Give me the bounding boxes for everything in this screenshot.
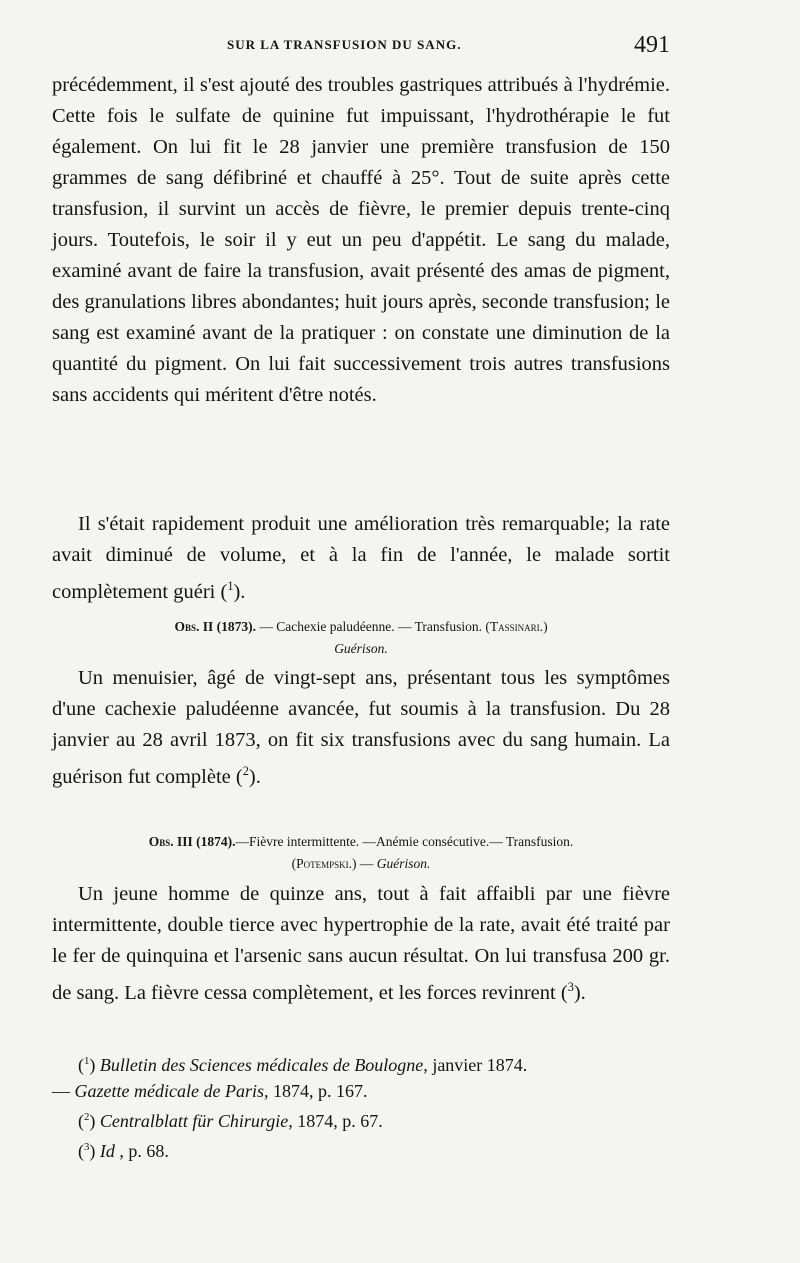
observation-outcome: Guérison. [334,641,388,656]
footnote: ($^3$) Id , p. 68. [78,1141,169,1161]
footnote-mark: 3 [84,1141,90,1153]
footnote-ref: 1 [227,579,234,593]
footnote-details: , p. 68. [114,1141,169,1161]
observation-paren: ) [543,619,548,634]
observation-number: Obs. II (1873). [174,619,256,634]
footnote-title: Bulletin des Sciences médicales de Boulogne, [99,1055,428,1075]
observation-author: Potempski. [296,856,352,871]
paragraph-body: Il s'était rapidement produit une amélioration très remarquable; la rate avait diminué de volume, et à la fin de l'année, le malade sortit complètement guéri ( [52,513,670,603]
footnote-ref: 2 [242,764,249,778]
observation-heading-2 [52,616,670,660]
footnote-dash: — [52,1081,75,1101]
running-head: SUR LA TRANSFUSION DU SANG. [227,37,462,52]
continued-paragraph [52,70,670,411]
observation-title [52,616,670,638]
footnote-continuation [52,1078,670,1104]
paragraph-text [52,879,670,1009]
paragraph-end: ). [233,580,246,603]
observation-outcome-line: (Potempski.) — Guérison. [291,856,431,871]
observation-subject: —Fièvre intermittente. —Anémie consécutive.— Transfusion. [235,834,574,849]
paragraph-text [52,509,670,608]
footnote-title: Centralblatt für Chirurgie, [99,1111,293,1131]
observation-subject: — Cachexie paludéenne. — Transfusion. ( [255,619,490,634]
observation-heading-3 [52,831,670,875]
page-header [52,34,670,64]
observation-separator: ) — [352,856,377,871]
footnote-title: Id [99,1141,115,1161]
footnote-details: 1874, p. 67. [292,1111,383,1131]
footnote: ($^1$) Bulletin des Sciences médicales de Boulogne, janvier 1874. [78,1055,528,1075]
footnote-ref: 3 [567,980,574,994]
observation-outcome-line [52,638,670,660]
paragraph-end: ). [248,765,261,788]
observation-number: Obs. III (1874). [148,834,236,849]
paragraph-carpenter [52,663,670,793]
footnote-title: Gazette médicale de Paris, [74,1081,269,1101]
observation-author: Tassinari. [489,619,544,634]
paragraph-text [52,663,670,793]
footnote-mark: 1 [84,1055,90,1067]
paragraph-text: précédemment, il s'est ajouté des troubles gastriques attribués à l'hydrémie. Cette fois le sulfate de quinine fut impuissant, l'hydrothérapie le fut également. On lui fit le 28 janvier une première transfusion de 150 grammes de sang défibriné et chauffé à 25°. Tout de suite après cette transfusion, il survint un accès de fièvre, le premier depuis trente-cinq jours. Toutefois, le soir il y eut un peu d'appétit. Le sang du malade, examiné avant de faire la transfusion, avait présenté des amas de pigment, des granulations libres abondantes; huit jours après, seconde transfusion; le sang est examiné avant de la pratiquer : on constate une diminution de la quantité du pigment. On lui fait successivement trois autres transfusions sans accidents qui méritent d'être notés. [52,74,670,406]
footnotes [52,1048,670,1164]
paragraph-recovery [52,509,670,608]
observation-outcome: Guérison. [376,856,431,871]
footnote-details: janvier 1874. [427,1055,528,1075]
paragraph-body: Un menuisier, âgé de vingt-sept ans, présentant tous les symptômes d'une cachexie paludéenne avancée, fut soumis à la transfusion. Du 28 janvier au 28 avril 1873, on fit six transfusions avec du sang humain. La guérison fut complète ( [52,667,670,788]
paragraph-body: Un jeune homme de quinze ans, tout à fait affaibli par une fièvre intermittente, double tierce avec hypertrophie de la rate, avait été traité par le fer de quinquina et l'arsenic sans aucun résultat. On lui transfusa 200 gr. de sang. La fièvre cessa complètement, et les forces revinrent ( [52,883,670,1004]
observation-title [52,831,670,853]
paragraph-young-man [52,879,670,1009]
footnote-details: 1874, p. 167. [268,1081,368,1101]
footnote-mark: 2 [84,1111,90,1123]
footnote: ($^2$) Centralblatt für Chirurgie, 1874, p. 67. [78,1111,383,1131]
paragraph-end: ). [573,981,586,1004]
page-number: 491 [634,32,670,58]
